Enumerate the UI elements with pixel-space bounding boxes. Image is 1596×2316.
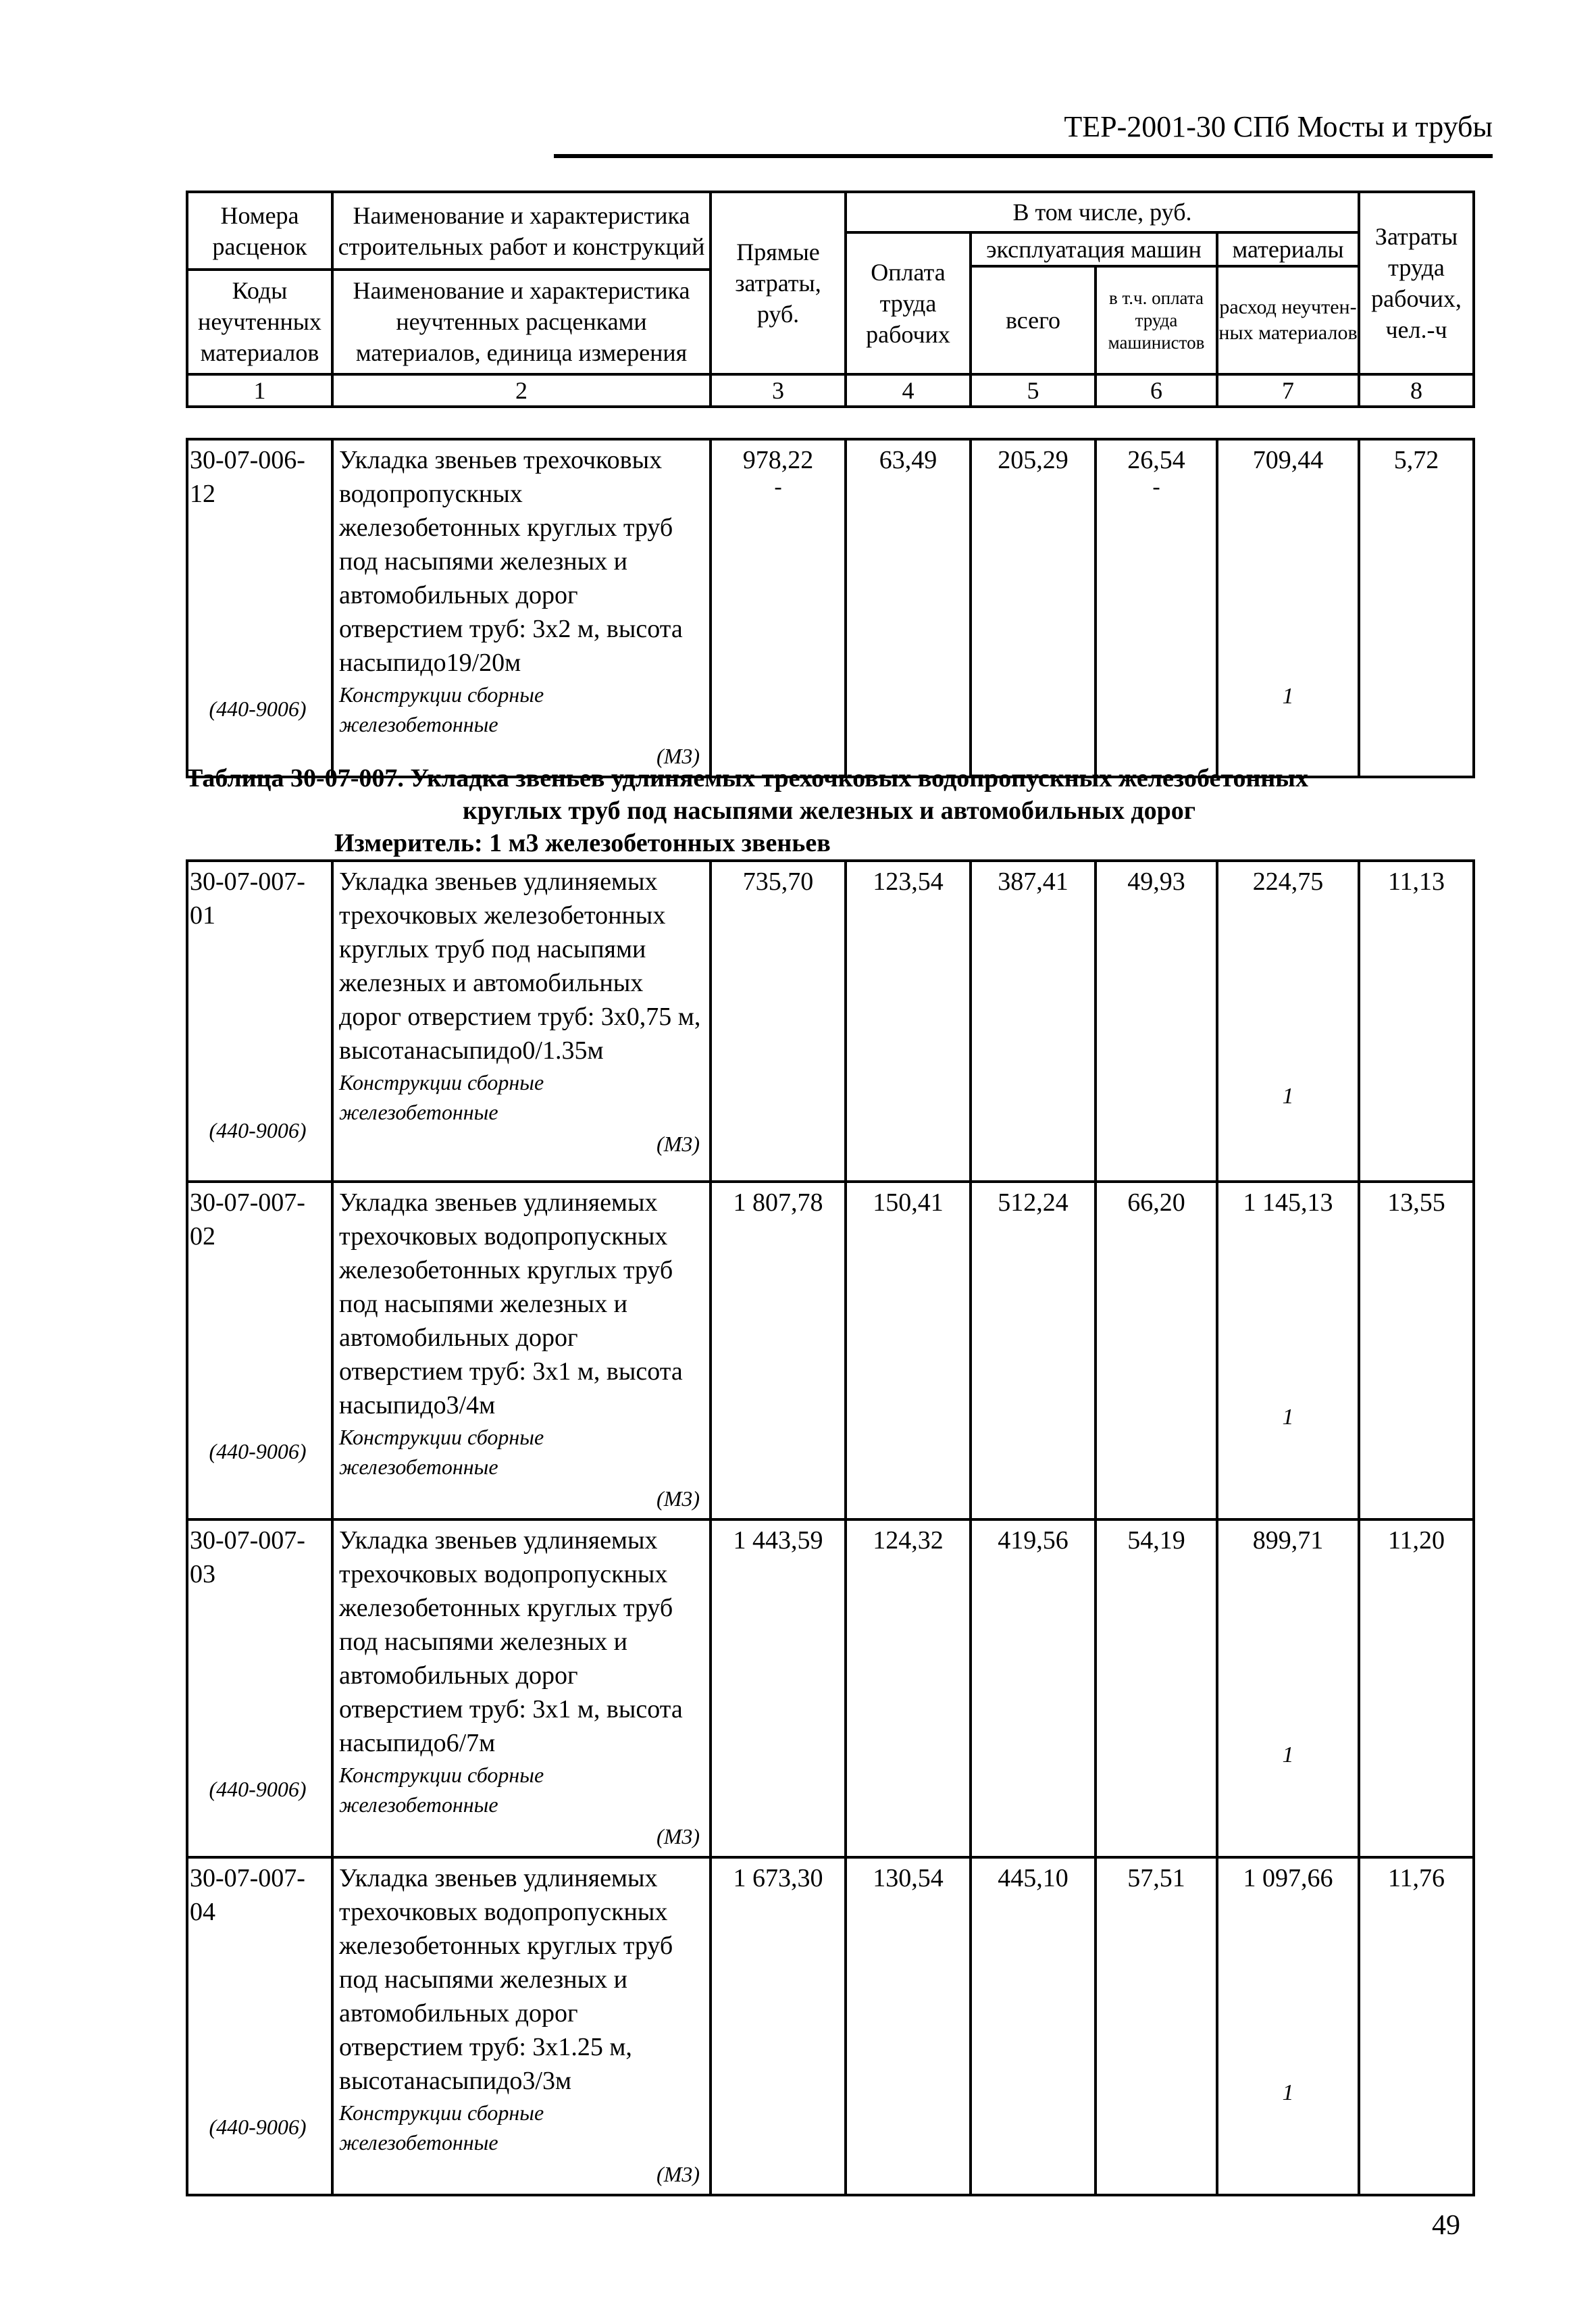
direct-costs: 1 673,30 — [711, 1857, 846, 2195]
rate-code-cell — [187, 1182, 332, 1519]
rate-description: Укладка звеньев удлиняемых трехочковых водопропускных железобетонных круглых труб под насыпями железных и автомобильных дорог отверстием труб: 3х1.25 м, высотанасыпидо3/3м — [339, 1864, 673, 2095]
material-description: Конструкции сборные железобетонные — [339, 1425, 544, 1479]
col-direct-costs-header: Прямые затраты, руб. — [711, 192, 846, 374]
material-code: (440-9006) — [209, 697, 307, 721]
machinist-pay: 54,19 — [1096, 1519, 1217, 1857]
direct-costs: 735,70 — [711, 861, 846, 1182]
rate-code: 30-07-007-04 — [190, 1864, 305, 1926]
table-row — [187, 1857, 1474, 2195]
rate-description-cell — [332, 439, 711, 777]
labor-hours: 13,55 — [1359, 1182, 1474, 1519]
column-header-table — [186, 191, 1475, 408]
material-code: (440-9006) — [209, 1439, 307, 1463]
table-row — [187, 1182, 1474, 1519]
rate-description: Укладка звеньев удлиняемых трехочковых водопропускных железобетонных круглых труб под насыпями железных и автомобильных дорог отверстием труб: 3х1 м, высота насыпидо3/4м — [339, 1188, 683, 1419]
materials: 1 097,66 1 — [1217, 1857, 1359, 2195]
machines-total: 387,41 — [971, 861, 1096, 1182]
col-materials-header: материалы — [1217, 232, 1359, 266]
col-machines-header: эксплуатация машин — [971, 232, 1217, 266]
table-caption — [186, 762, 1472, 859]
material-unit: (М3) — [657, 1132, 700, 1156]
material-unit: (М3) — [657, 1824, 700, 1848]
rate-code: 30-07-007-01 — [190, 867, 305, 930]
labor-hours: 11,76 — [1359, 1857, 1474, 2195]
col-number-3: 3 — [711, 374, 846, 407]
table-row — [187, 861, 1474, 1182]
machines-total: 512,24 — [971, 1182, 1096, 1519]
material-description: Конструкции сборные железобетонные — [339, 1763, 544, 1817]
page-number: 49 — [1432, 2210, 1460, 2241]
col-number-4: 4 — [846, 374, 971, 407]
rate-description: Укладка звеньев удлиняемых трехочковых водопропускных железобетонных круглых труб под насыпями железных и автомобильных дорог отверстием труб: 3х1 м, высота насыпидо6/7м — [339, 1526, 683, 1757]
rate-code: 30-07-007-02 — [190, 1188, 305, 1251]
caption-line-1: Таблица 30-07-007. Укладка звеньев удлиняемых трехочковых водопропускных железобетонных — [186, 764, 1308, 792]
material-quantity: 1 — [1282, 1742, 1294, 1767]
machines-total: 419,56 — [971, 1519, 1096, 1857]
col-number-6: 6 — [1096, 374, 1217, 407]
col-labor-pay-header: Оплата труда рабочих — [846, 232, 971, 374]
material-description: Конструкции сборные железобетонные — [339, 682, 544, 736]
rate-description-cell — [332, 1182, 711, 1519]
dash-mark: - — [1152, 474, 1160, 499]
table-row — [187, 439, 1474, 777]
materials: 1 145,13 1 — [1217, 1182, 1359, 1519]
materials: 224,75 1 — [1217, 861, 1359, 1182]
col-number-5: 5 — [971, 374, 1096, 407]
caption-line-3: Измеритель: 1 м3 железобетонных звеньев — [334, 829, 831, 857]
material-quantity: 1 — [1282, 684, 1294, 709]
material-unit: (М3) — [657, 744, 700, 768]
col-number-2: 2 — [332, 374, 711, 407]
col-labor-hours-header: Затраты труда рабочих, чел.-ч — [1359, 192, 1474, 374]
col-number-8: 8 — [1359, 374, 1474, 407]
machinist-pay: 57,51 — [1096, 1857, 1217, 2195]
material-code: (440-9006) — [209, 2115, 307, 2139]
material-code: (440-9006) — [209, 1118, 307, 1142]
col-machinist-pay-header: в т.ч. оплата труда машинистов — [1096, 266, 1217, 374]
rate-table-007 — [186, 859, 1475, 2196]
material-description: Конструкции сборные железобетонные — [339, 2100, 544, 2155]
material-quantity: 1 — [1282, 1084, 1294, 1109]
labor-hours: 11,20 — [1359, 1519, 1474, 1857]
material-quantity: 1 — [1282, 1405, 1294, 1430]
col-number-1: 1 — [187, 374, 332, 407]
labor-pay: 124,32 — [846, 1519, 971, 1857]
machinist-pay: 49,93 — [1096, 861, 1217, 1182]
materials: 899,71 1 — [1217, 1519, 1359, 1857]
material-unit: (М3) — [657, 1486, 700, 1511]
direct-costs: 1 807,78 — [711, 1182, 846, 1519]
machines-total: 445,10 — [971, 1857, 1096, 2195]
dash-mark: - — [774, 474, 782, 499]
labor-pay: 123,54 — [846, 861, 971, 1182]
direct-costs: 1 443,59 — [711, 1519, 846, 1857]
labor-pay: 150,41 — [846, 1182, 971, 1519]
header-rule — [554, 154, 1493, 158]
rate-description: Укладка звеньев трехочковых водопропускных железобетонных круглых труб под насыпями железных и автомобильных дорог отверстием труб: 3х2 м, высота насыпидо19/20м — [339, 446, 683, 677]
machines-total: 205,29 — [971, 439, 1096, 777]
rate-description-cell — [332, 861, 711, 1182]
direct-costs: 978,22 - — [711, 439, 846, 777]
machinist-pay: 26,54 - — [1096, 439, 1217, 777]
col-machines-total-header: всего — [971, 266, 1096, 374]
machinist-pay: 66,20 — [1096, 1182, 1217, 1519]
col-name-header: Наименование и характеристика строительных работ и конструкций Наименование и характеристика неучтенных расценками материалов, единица измерения — [332, 192, 711, 374]
rate-code-cell — [187, 439, 332, 777]
material-quantity: 1 — [1282, 2080, 1294, 2105]
document-title: ТЕР-2001-30 СПб Мосты и трубы — [1064, 110, 1493, 143]
rate-description: Укладка звеньев удлиняемых трехочковых железобетонных круглых труб под насыпями железных и автомобильных дорог отверстием труб: 3х0,75 м, высотанасыпидо0/1.35м — [339, 867, 701, 1065]
labor-pay: 63,49 — [846, 439, 971, 777]
table-row — [187, 1519, 1474, 1857]
rate-code-cell — [187, 1857, 332, 2195]
material-unit: (М3) — [657, 2162, 700, 2186]
rate-description-cell — [332, 1857, 711, 2195]
col-group-header: В том числе, руб. — [846, 192, 1359, 232]
rate-code: 30-07-006-12 — [190, 446, 305, 508]
rate-code-cell — [187, 861, 332, 1182]
material-code: (440-9006) — [209, 1777, 307, 1801]
labor-hours: 11,13 — [1359, 861, 1474, 1182]
labor-pay: 130,54 — [846, 1857, 971, 2195]
col-number-7: 7 — [1217, 374, 1359, 407]
rate-code: 30-07-007-03 — [190, 1526, 305, 1588]
material-description: Конструкции сборные железобетонные — [339, 1070, 544, 1124]
rate-code-cell — [187, 1519, 332, 1857]
materials: 709,44 1 — [1217, 439, 1359, 777]
labor-hours: 5,72 — [1359, 439, 1474, 777]
rate-description-cell — [332, 1519, 711, 1857]
col-codes-header: Номера расценок Коды неучтенных материалов — [187, 192, 332, 374]
col-unaccounted-materials-header: расход неучтен-ных материалов — [1217, 266, 1359, 374]
rate-table-006 — [186, 438, 1475, 778]
caption-line-2: круглых труб под насыпями железных и автомобильных дорог — [462, 797, 1195, 825]
